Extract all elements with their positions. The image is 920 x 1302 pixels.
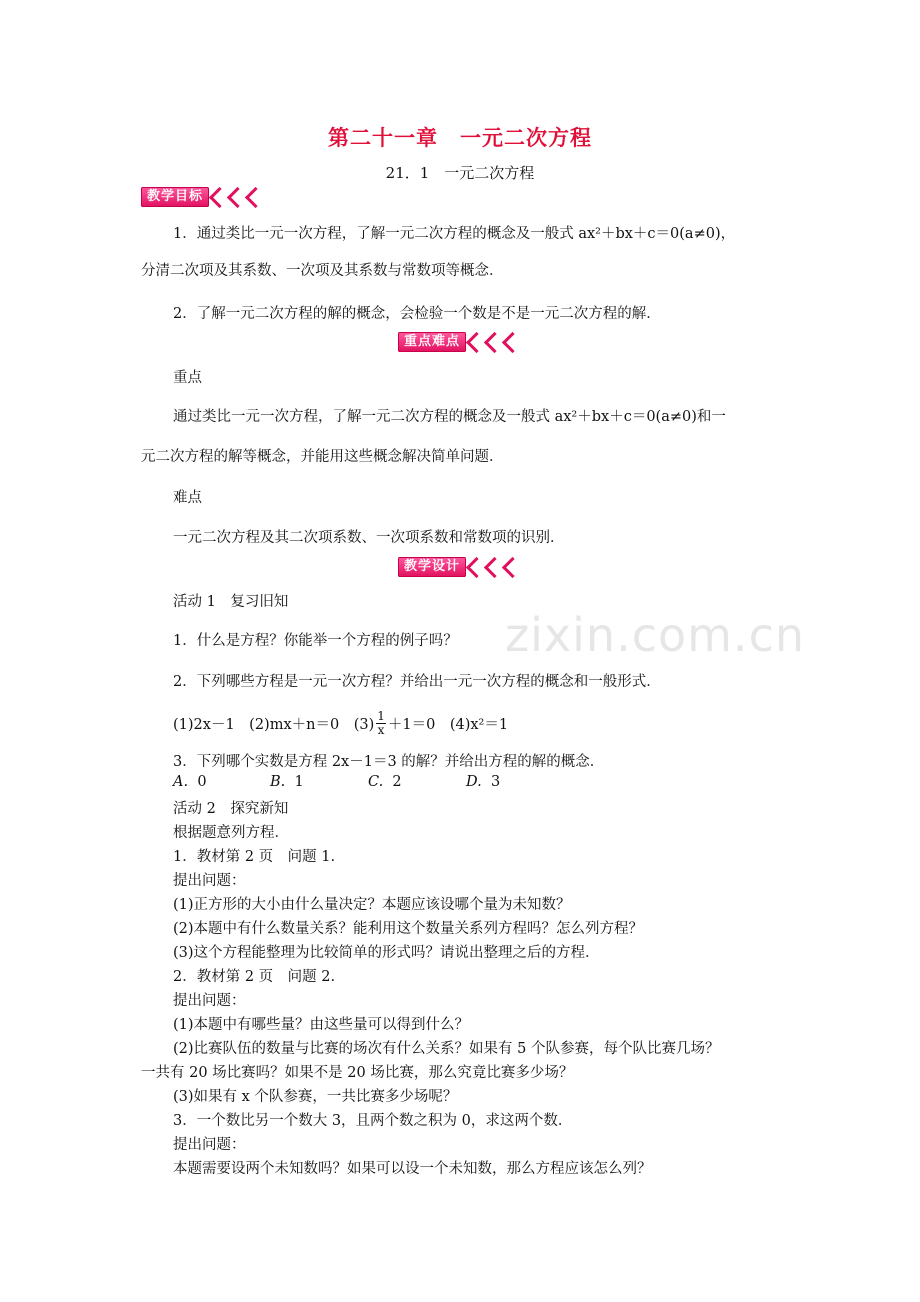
badge-label: 重点难点	[398, 332, 466, 352]
body-line: (2)本题中有什么数量关系？能利用这个数量关系列方程吗？怎么列方程？	[173, 921, 644, 937]
body-line: 本题需要设两个未知数吗？如果可以设一个未知数，那么方程应该怎么列？	[173, 1161, 652, 1177]
body-line: 提出问题：	[173, 873, 246, 889]
key-line-1: 通过类比一元一次方程，了解一元二次方程的概念及一般式 ax²＋bx＋c＝0(a≠0)和一	[173, 409, 726, 425]
goal-line-1: 1．通过类比一元一次方程，了解一元二次方程的概念及一般式 ax²＋bx＋c＝0(a≠0)，	[173, 226, 736, 242]
body-line: (1)本题中有哪些量？由这些量可以得到什么？	[173, 1017, 470, 1033]
chapter-title: 第二十一章 一元二次方程	[328, 125, 592, 150]
goal-line-2: 分清二次项及其系数、一次项及其系数与常数项等概念．	[141, 263, 504, 279]
section-subtitle: 21．1 一元二次方程	[385, 164, 535, 182]
badge-teaching-design	[398, 556, 520, 578]
body-line: 一共有 20 场比赛吗？如果不是 20 场比赛，那么究竟比赛多少场？	[141, 1065, 574, 1081]
body-line: 3．一个数比另一个数大 3，且两个数之积为 0，求这两个数．	[173, 1113, 573, 1129]
badge-teaching-goals	[141, 186, 263, 208]
option-d: D. 3	[466, 774, 501, 790]
badge-key-points	[398, 331, 520, 353]
activity-2-heading: 活动 2 探究新知	[173, 801, 289, 817]
key-label: 重点	[173, 370, 202, 386]
fraction-denominator: x	[377, 722, 385, 737]
chevron-left-icon	[245, 186, 266, 207]
body-line: 根据题意列方程．	[173, 825, 289, 841]
body-line: (1)正方形的大小由什么量决定？本题应该设哪个量为未知数？	[173, 897, 571, 913]
fraction	[376, 710, 386, 737]
difficulty-label: 难点	[173, 490, 202, 506]
equation-part-1: (1)2x－1 (2)mx＋n＝0 (3)	[173, 716, 375, 733]
chevron-left-icon	[502, 331, 523, 352]
question-1: 1．什么是方程？你能举一个方程的例子吗？	[173, 633, 458, 649]
chevron-left-icon	[502, 556, 523, 577]
body-line: 2．教材第 2 页 问题 2.	[173, 969, 336, 985]
activity-1-heading: 活动 1 复习旧知	[173, 594, 289, 610]
body-line: 提出问题：	[173, 993, 246, 1009]
question-2: 2．下列哪些方程是一元一次方程？并给出一元一次方程的概念和一般形式．	[173, 674, 661, 690]
fraction-numerator: 1	[377, 708, 385, 723]
body-line: (3)如果有 x 个队参赛，一共比赛多少场呢？	[173, 1089, 458, 1105]
option-a: A. 0	[173, 774, 207, 790]
body-line: 提出问题：	[173, 1137, 246, 1153]
difficulty-line: 一元二次方程及其二次项系数、一次项系数和常数项的识别．	[173, 530, 565, 546]
body-line: (2)比赛队伍的数量与比赛的场次有什么关系？如果有 5 个队参赛，每个队比赛几场？	[173, 1041, 720, 1057]
equation-part-2: ＋1＝0 (4)x²＝1	[387, 716, 509, 733]
option-c: C. 2	[368, 774, 402, 790]
badge-label: 教学目标	[141, 187, 209, 207]
watermark: zixin.com.cn	[505, 608, 806, 662]
body-line: (3)这个方程能整理为比较简单的形式吗？请说出整理之后的方程．	[173, 945, 600, 961]
equation-list	[173, 705, 508, 741]
goal-line-3: 2．了解一元二次方程的解的概念，会检验一个数是不是一元二次方程的解．	[173, 306, 661, 322]
option-b: B. 1	[270, 774, 304, 790]
badge-label: 教学设计	[398, 557, 466, 577]
key-line-2: 元二次方程的解等概念，并能用这些概念解决简单问题．	[141, 449, 504, 465]
question-3: 3．下列哪个实数是方程 2x－1＝3 的解？并给出方程的解的概念．	[173, 754, 605, 770]
body-line: 1．教材第 2 页 问题 1.	[173, 849, 336, 865]
